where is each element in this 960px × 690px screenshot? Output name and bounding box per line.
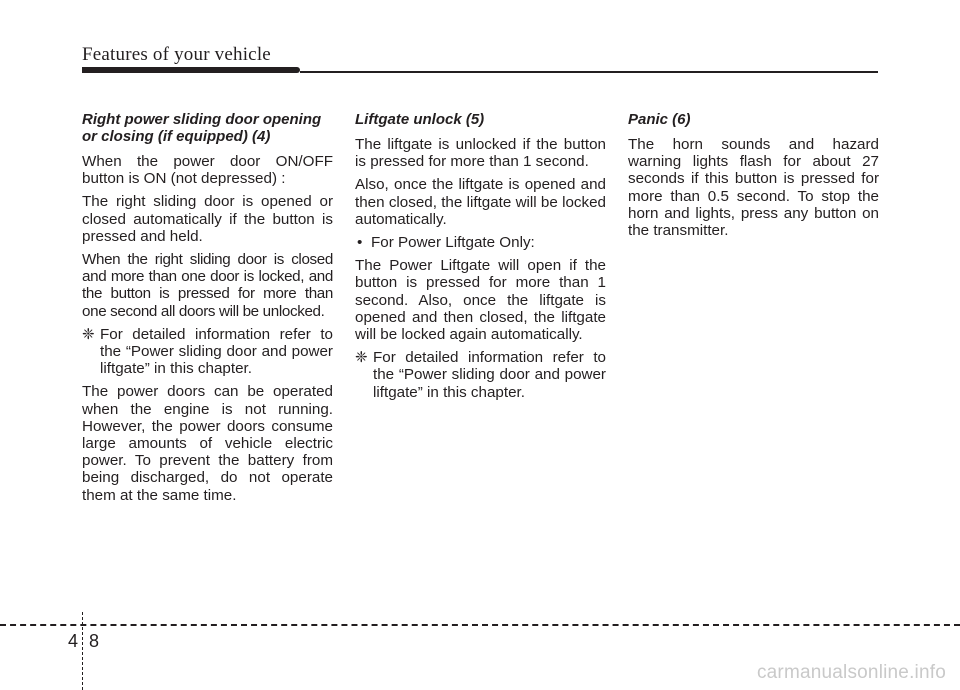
paragraph: The Power Liftgate will open if the button is pressed for more than 1 second. Also, once the liftgate is opened and then closed, the liftgate will be locked again automatically. xyxy=(355,257,606,344)
paragraph: When the right sliding door is closed and more than one door is locked, and the button is pressed for more than one second all doors will be unlocked. xyxy=(82,251,333,320)
reference-note xyxy=(82,326,333,378)
section-heading-liftgate-unlock: Liftgate unlock (5) xyxy=(355,111,485,128)
section-heading-panic: Panic (6) xyxy=(628,111,691,128)
paragraph: When the power door ON/OFF button is ON (not depressed) : xyxy=(82,153,333,188)
header-rule-thin xyxy=(300,71,878,73)
column-sliding-door xyxy=(82,111,333,510)
paragraph: The right sliding door is opened or closed automatically if the button is pressed and held. xyxy=(82,193,333,245)
page-header-title: Features of your vehicle xyxy=(82,44,271,65)
paragraph: The liftgate is unlocked if the button is pressed for more than 1 second. xyxy=(355,136,606,171)
footer-rule xyxy=(0,624,960,626)
header-rule-thick xyxy=(82,67,300,73)
reference-note xyxy=(355,349,606,401)
watermark-text: carmanualsonline.info xyxy=(756,662,946,683)
column-liftgate-unlock xyxy=(355,111,606,407)
paragraph: The power doors can be operated when the engine is not running. However, the power doors consume large amounts of vehicle electric power. To prevent the battery from being discharged, do not operate them at the same time. xyxy=(82,383,333,504)
footer-divider xyxy=(82,612,83,690)
bullet-text: For Power Liftgate Only: xyxy=(371,234,535,252)
note-mark-icon: ❈ xyxy=(355,349,368,367)
paragraph: The horn sounds and hazard warning lights flash for about 27 seconds if this button is pressed for more than 0.5 second. To stop the horn and lights, press any button on the transmitter. xyxy=(628,136,879,240)
note-text: For detailed information refer to the “Power sliding door and power liftgate” in this chapter. xyxy=(100,325,333,378)
bullet-item xyxy=(355,234,606,251)
note-mark-icon: ❈ xyxy=(82,325,95,343)
bullet-icon: • xyxy=(357,234,363,252)
section-number: 4 xyxy=(68,631,79,651)
heading-line-1: Right power sliding door opening xyxy=(82,111,322,128)
page-number: 8 xyxy=(89,631,100,651)
note-text: For detailed information refer to the “Power sliding door and power liftgate” in this chapter. xyxy=(373,349,606,401)
paragraph: Also, once the liftgate is opened and then closed, the liftgate will be locked automatically. xyxy=(355,176,606,228)
heading-line-2: or closing (if equipped) (4) xyxy=(82,128,271,145)
section-heading-sliding-door xyxy=(82,111,333,145)
column-panic xyxy=(628,111,879,245)
